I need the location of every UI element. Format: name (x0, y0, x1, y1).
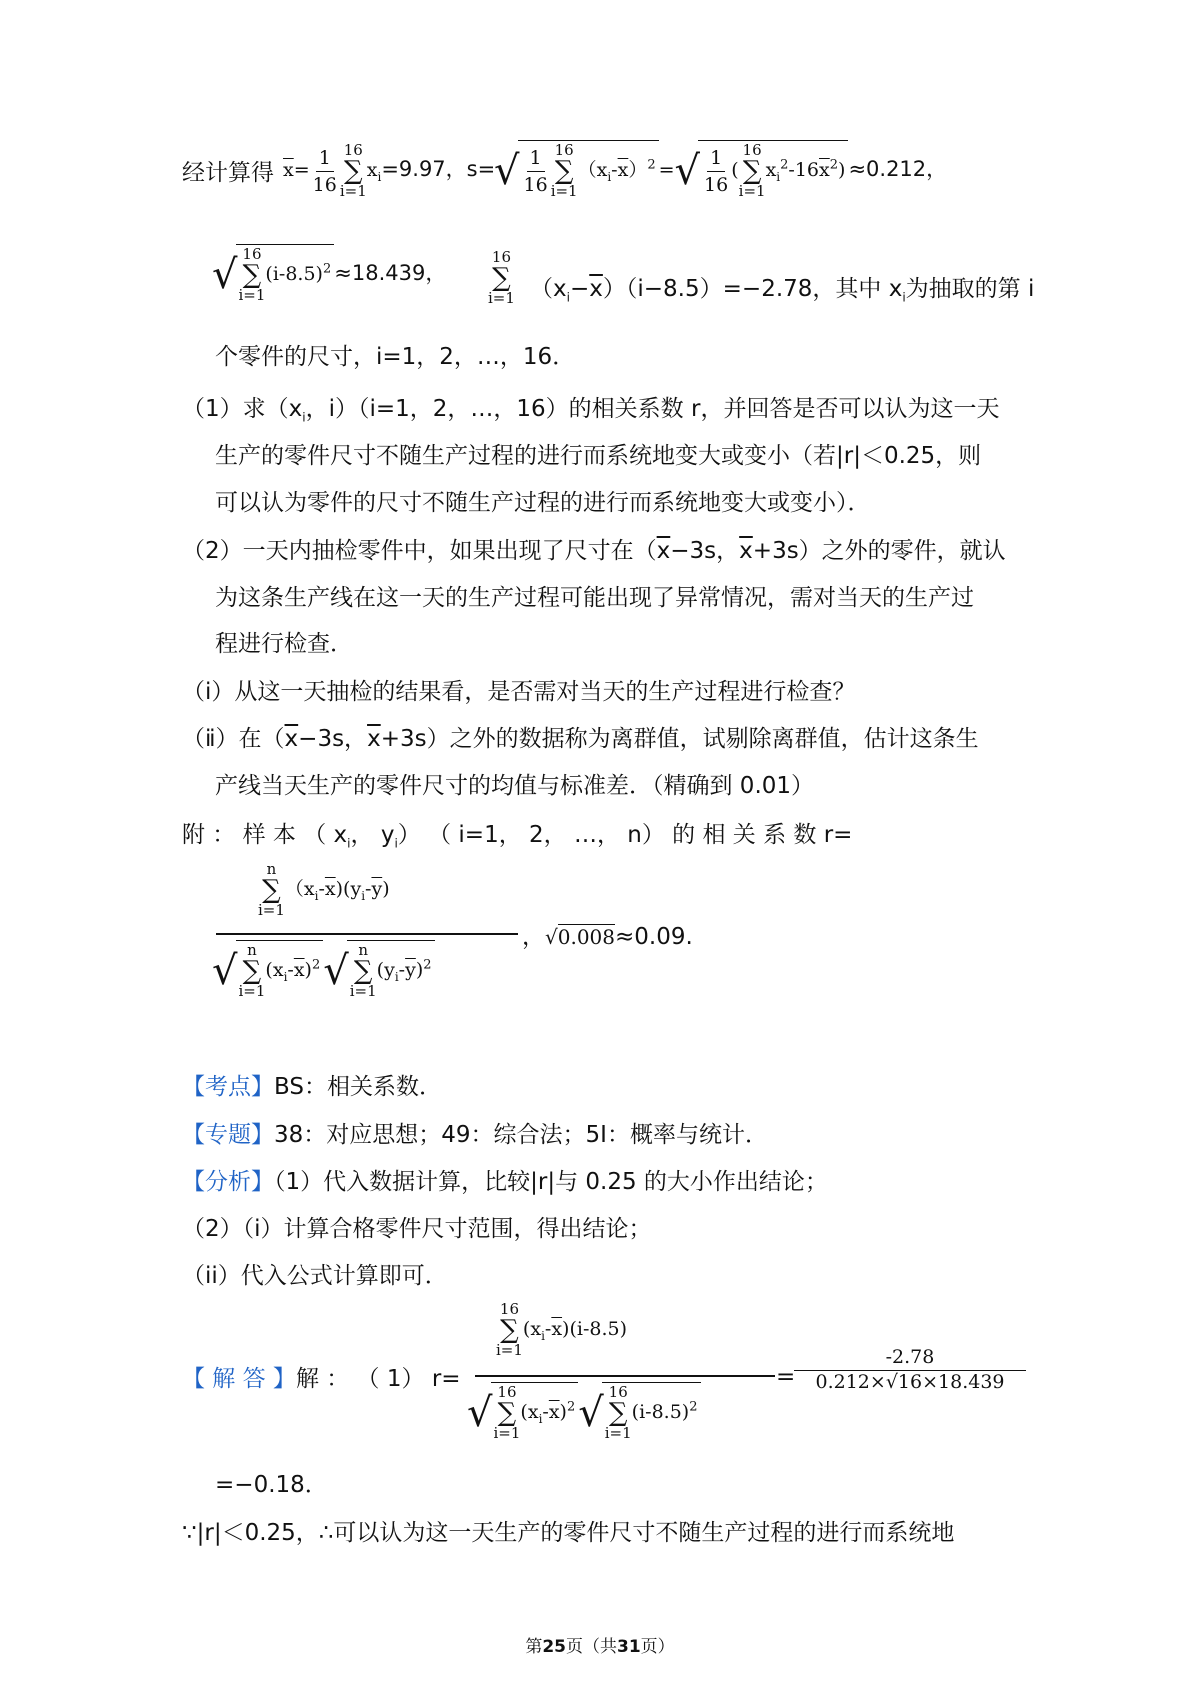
line-9: 程进行检查． (215, 631, 353, 657)
corr-fraction-bar (216, 933, 518, 935)
line-5: 生产的零件尺寸不随生产过程的进行而系统地变大或变小（若|r|＜0.25，则 (215, 443, 982, 469)
line-12: 产线当天生产的零件尺寸的均值与标准差．（精确到 0.01） (215, 773, 815, 799)
solution-denominator: √ 16 ∑ i=1 $(x_i-\overline{x})^2√$ 16 ∑ i=1 $(i-8.5)^2$ (467, 1382, 701, 1441)
conclusion-line: ∵|r|＜0.25，∴可以认为这一天生产的零件尺寸不随生产过程的进行而系统地 (182, 1520, 955, 1546)
sqrt-note: ，√0.008≈0.09. (522, 924, 693, 950)
solution-value-den: 0.212×√16×18.439 (794, 1370, 1026, 1393)
sum-sign: 16 ∑ i=1 (339, 141, 367, 200)
line-7: （2）一天内抽检零件中，如果出现了尺寸在（$\overline{x}-3s$，$\overline{x}+3s$）之外的零件，就认 (182, 538, 1006, 564)
fenxi-line-3: （ii）代入公式计算即可． (182, 1263, 448, 1289)
x-bar: $\overline{x}$ (283, 159, 294, 181)
line-3: 个零件的尺寸，i=1，2，…，16． (215, 344, 576, 370)
fenxi-line-2: （2）（i）计算合格零件尺寸范围，得出结论； (182, 1216, 652, 1242)
fenxi-tag: 【分析】 (182, 1169, 274, 1195)
line-6: 可以认为零件的尺寸不随生产过程的进行而系统地变大或变小）． (215, 490, 871, 516)
zhuanti-line: 【专题】38：对应思想；49：综合法；5I：概率与统计． (182, 1122, 768, 1148)
solution-value-num: -2.78 (885, 1346, 935, 1368)
jieda-tag: 【 解 答 】 (182, 1366, 296, 1392)
corr-denominator: √ n ∑ i=1 $(x_i-\overline{x})^2√$ n ∑ i=1 $(y_i-\overline{y})^2$ (212, 940, 435, 999)
solution-value-fraction (794, 1346, 1026, 1393)
fenxi-line: 【分析】（1）代入数据计算，比较|r|与 0.25 的大小作出结论； (182, 1169, 828, 1195)
line-4: （1）求（$x_i$，i）（i=1，2，…，16）的相关系数 r，并回答是否可以认为这一天 (182, 396, 1000, 425)
sum-sq-value: ≈18.439， (334, 261, 447, 285)
kaodian-line: 【考点】BS：相关系数． (182, 1074, 442, 1100)
std-value: ≈0.212， (848, 157, 948, 181)
equals-sign: = (776, 1364, 796, 1390)
zhuanti-tag: 【专题】 (182, 1122, 274, 1148)
kaodian-tag: 【考点】 (182, 1074, 274, 1100)
line-10: （ⅰ）从这一天抽检的结果看，是否需对当天的生产过程进行检查？ (182, 679, 856, 705)
line-8: 为这条生产线在这一天的生产过程可能出现了异常情况，需对当天的生产过 (215, 585, 974, 611)
std-formula: √ $\frac{1}{16}$ 16 ∑ i=1 $(x_i-\overline{x})^2$ =√ $\frac{1}{16}$ ( 16 ∑ i=1 $x_i^2-16\overline{x}^2) \approx 0.212$， (494, 141, 948, 200)
line-13: 附 ： 样 本 （ $x_i$， $y_i$） （ i=1， 2， …， n） 的 相 关 系 数 r= (182, 822, 853, 851)
line-11: （ⅱ）在（$\overline{x}-3s$，$\overline{x}+3s$）之外的数据称为离群值，试剔除离群值，估计这条生 (182, 726, 979, 752)
mean-formula: $\overline{x}=$ $\frac{1}{16}$ 16 ∑ i=1 $x_i=9.97$，s= (283, 141, 496, 200)
corr-numerator: n ∑ i=1 $(x_i-\overline{x})(y_i-\overline{y})$ (258, 860, 390, 919)
page-footer: 第25页（共31页） (525, 1637, 675, 1657)
mean-value: =9.97， (381, 157, 467, 181)
solution-numerator: 16 ∑ i=1 $(x_i-\overline{x})(i-8.5)$ (496, 1300, 627, 1359)
total-pages: 31 (617, 1637, 641, 1657)
line-2-text: $(x_i-\overline{x})(i-8.5)=-2.78$，其中 $x_i$为抽取的第 i (530, 276, 1035, 305)
intro-text: 经计算得 (182, 160, 274, 186)
page-number: 25 (542, 1637, 566, 1657)
sum-sq-formula: √ 16 ∑ i=1 $(i-8.5)^2 \approx 18.439$， (212, 245, 447, 304)
result-line: =−0.18． (215, 1472, 328, 1498)
line-1 (182, 158, 274, 188)
cov-formula: 16 ∑ i=1 (488, 248, 515, 307)
fraction-1-16: $\frac{1}{16}$ (312, 146, 337, 196)
solution-fraction-bar (475, 1375, 775, 1377)
jieda-line: 【 解 答 】解 ： （ 1） r= (182, 1366, 461, 1392)
